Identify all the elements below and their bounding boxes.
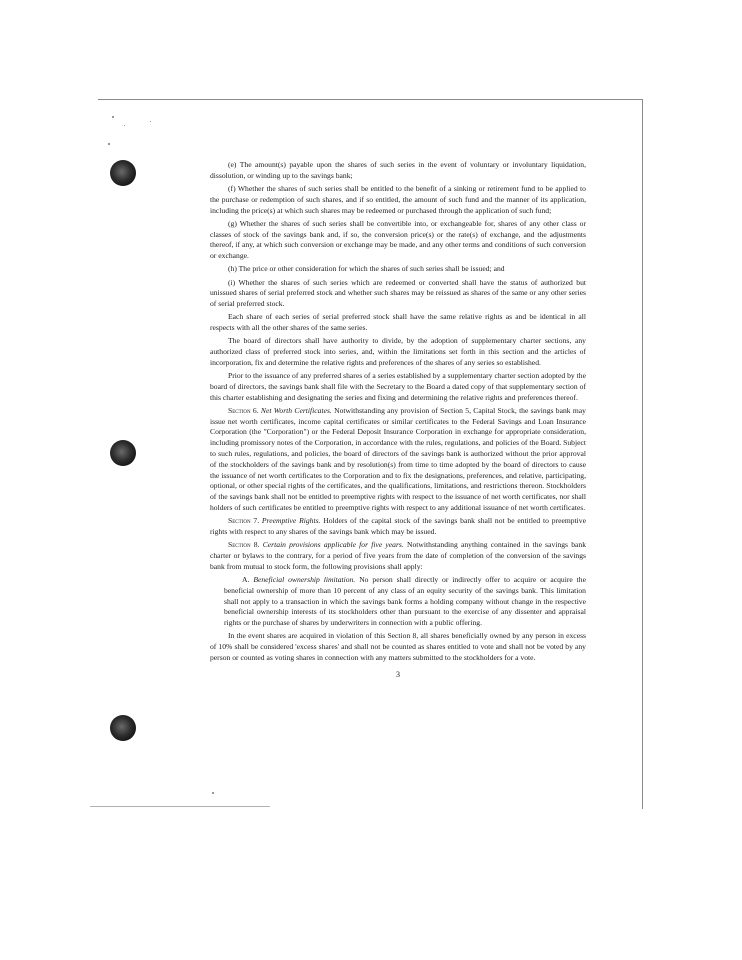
punch-hole-icon (110, 440, 136, 466)
section-7-heading: Preemptive Rights. (261, 516, 321, 526)
punch-hole-icon (110, 160, 136, 186)
section-6-text: Notwithstanding any provision of Section 5, Capital Stock, the savings bank may issue net worth certificates, income capital certificates or similar certificates to the Federal Savings and Loan Insurance Corporation (the "Corporation") or the Federal Deposit Insurance Corporation in exchange for appropriate consideration, including promissory notes of the Corporation, in accordance with the rules, regulations, and policies of the Board. Subject to such rules, regulations, and policies, the board of directors of the savings bank is authorized without the prior approval of the stockholders of the savings bank and by resolution(s) from time to time adopted by the board of directors to cause the issuance of net worth certificates to the Corporation and to fix the designations, preferences, and relative, participating, optional, or other special rights of the certificates, and the qualifications, limitations, and restrictions thereon. Stockholders of the savings bank shall not be entitled to preemptive rights with respect to the issuance of net worth certificates, nor shall holders of such certificates be entitled to preemptive rights with respect to any additional issuance of net worth certificates. (210, 405, 586, 513)
section-7 (210, 516, 586, 538)
section-8-text: Notwithstanding anything contained in the savings bank charter or bylaws to the contrary, for a period of five years from the date of completion of the conversion of the savings bank from mutual to stock form, the following provisions shall apply: (210, 540, 587, 571)
scan-speck (150, 121, 151, 122)
page-number: 3 (396, 669, 400, 679)
subsection-a-label: A. (242, 574, 250, 584)
scan-speck (124, 125, 125, 126)
section-7-label: Section 7. (228, 516, 260, 526)
section-8-heading: Certain provisions applicable for five years. (262, 540, 404, 550)
section-8 (210, 540, 586, 572)
paragraph-prior-issuance: Prior to the issuance of any preferred shares of a series established by a supplementary charter section adopted by the board of directors, the savings bank shall file with the Secretary to the Board a dated copy of that supplementary section of this charter establishing and designating the series and fixing and determining the relative rights and preferences thereof. (210, 371, 586, 402)
scan-edge-bottom (90, 806, 270, 807)
section-6-heading: Net Worth Certificates. (260, 405, 332, 415)
subsection-a-text: No person shall directly or indirectly offer to acquire or acquire the beneficial ownership of more than 10 percent of any class of an equity security of the savings bank. This limitation shall not apply to a transaction in which the savings bank forms a holding company without change in the respective beneficial ownership interests of its stockholders other than pursuant to the exercise of any dissenter and appraisal rights or the purchase of shares by underwriters in connection with a public offering. (224, 574, 586, 628)
paragraph-series-identical: Each share of each series of serial preferred stock shall have the same relative rights as and be identical in all respects with all the other shares of the same series. (210, 312, 586, 333)
section-6-label: Section 6. (228, 405, 259, 415)
subsection-a-heading: Beneficial ownership limitation. (253, 574, 356, 584)
section-7-text: Holders of the capital stock of the savings bank shall not be entitled to preemptive rights with respect to any shares of the savings bank which may be issued. (210, 516, 586, 537)
paragraph-excess-shares: In the event shares are acquired in violation of this Section 8, all shares beneficially owned by any person in excess of 10% shall be considered 'excess shares' and shall not be counted as shares entitled to vote and shall not be voted by any person or counted as voting shares in connection with any matters submitted to the stockholders for a vote. (210, 631, 586, 662)
scan-speck (108, 143, 110, 145)
paragraph-g: (g) Whether the shares of such series shall be convertible into, or exchangeable for, shares of any other class or classes of stock of the savings bank and, if so, the conversion price(s) or the rate(s) of exchange, and the adjustments thereof, if any, at which such conversion or exchange may be made, and any other terms and conditions of such conversion or exchange. (210, 218, 586, 261)
scan-edge-top (98, 99, 643, 100)
document-page (210, 160, 586, 679)
paragraph-board-authority: The board of directors shall have authority to divide, by the adoption of supplementary charter sections, any authorized class of preferred stock into series, and, within the limitations set forth in this section and the articles of incorporation, fix and determine the relative rights and preferences of the shares of any series so established. (210, 336, 586, 367)
section-8-label: Section 8. (228, 540, 260, 550)
paragraph-f: (f) Whether the shares of such series shall be entitled to the benefit of a sinking or retirement fund to be applied to the purchase or redemption of such shares, and if so entitled, the amount of such fund and the manner of its application, including the price(s) at which such shares may be redeemed or purchased through the application of such fund; (210, 183, 586, 215)
scan-edge-right (642, 99, 643, 809)
punch-hole-icon (110, 715, 136, 741)
scan-speck (212, 792, 214, 794)
scan-speck (112, 116, 114, 118)
paragraph-e: (e) The amount(s) payable upon the shares of such series in the event of voluntary or involuntary liquidation, dissolution, or winding up to the savings bank; (210, 160, 586, 180)
paragraph-h: (h) The price or other consideration for which the shares of such series shall be issued; and (228, 264, 505, 274)
subsection-a (224, 575, 586, 629)
paragraph-i: (i) Whether the shares of such series which are redeemed or converted shall have the status of authorized but unissued shares of serial preferred stock and whether such shares may be reissued as shares of the same or any other series of serial preferred stock. (210, 277, 586, 309)
section-6 (210, 406, 586, 514)
